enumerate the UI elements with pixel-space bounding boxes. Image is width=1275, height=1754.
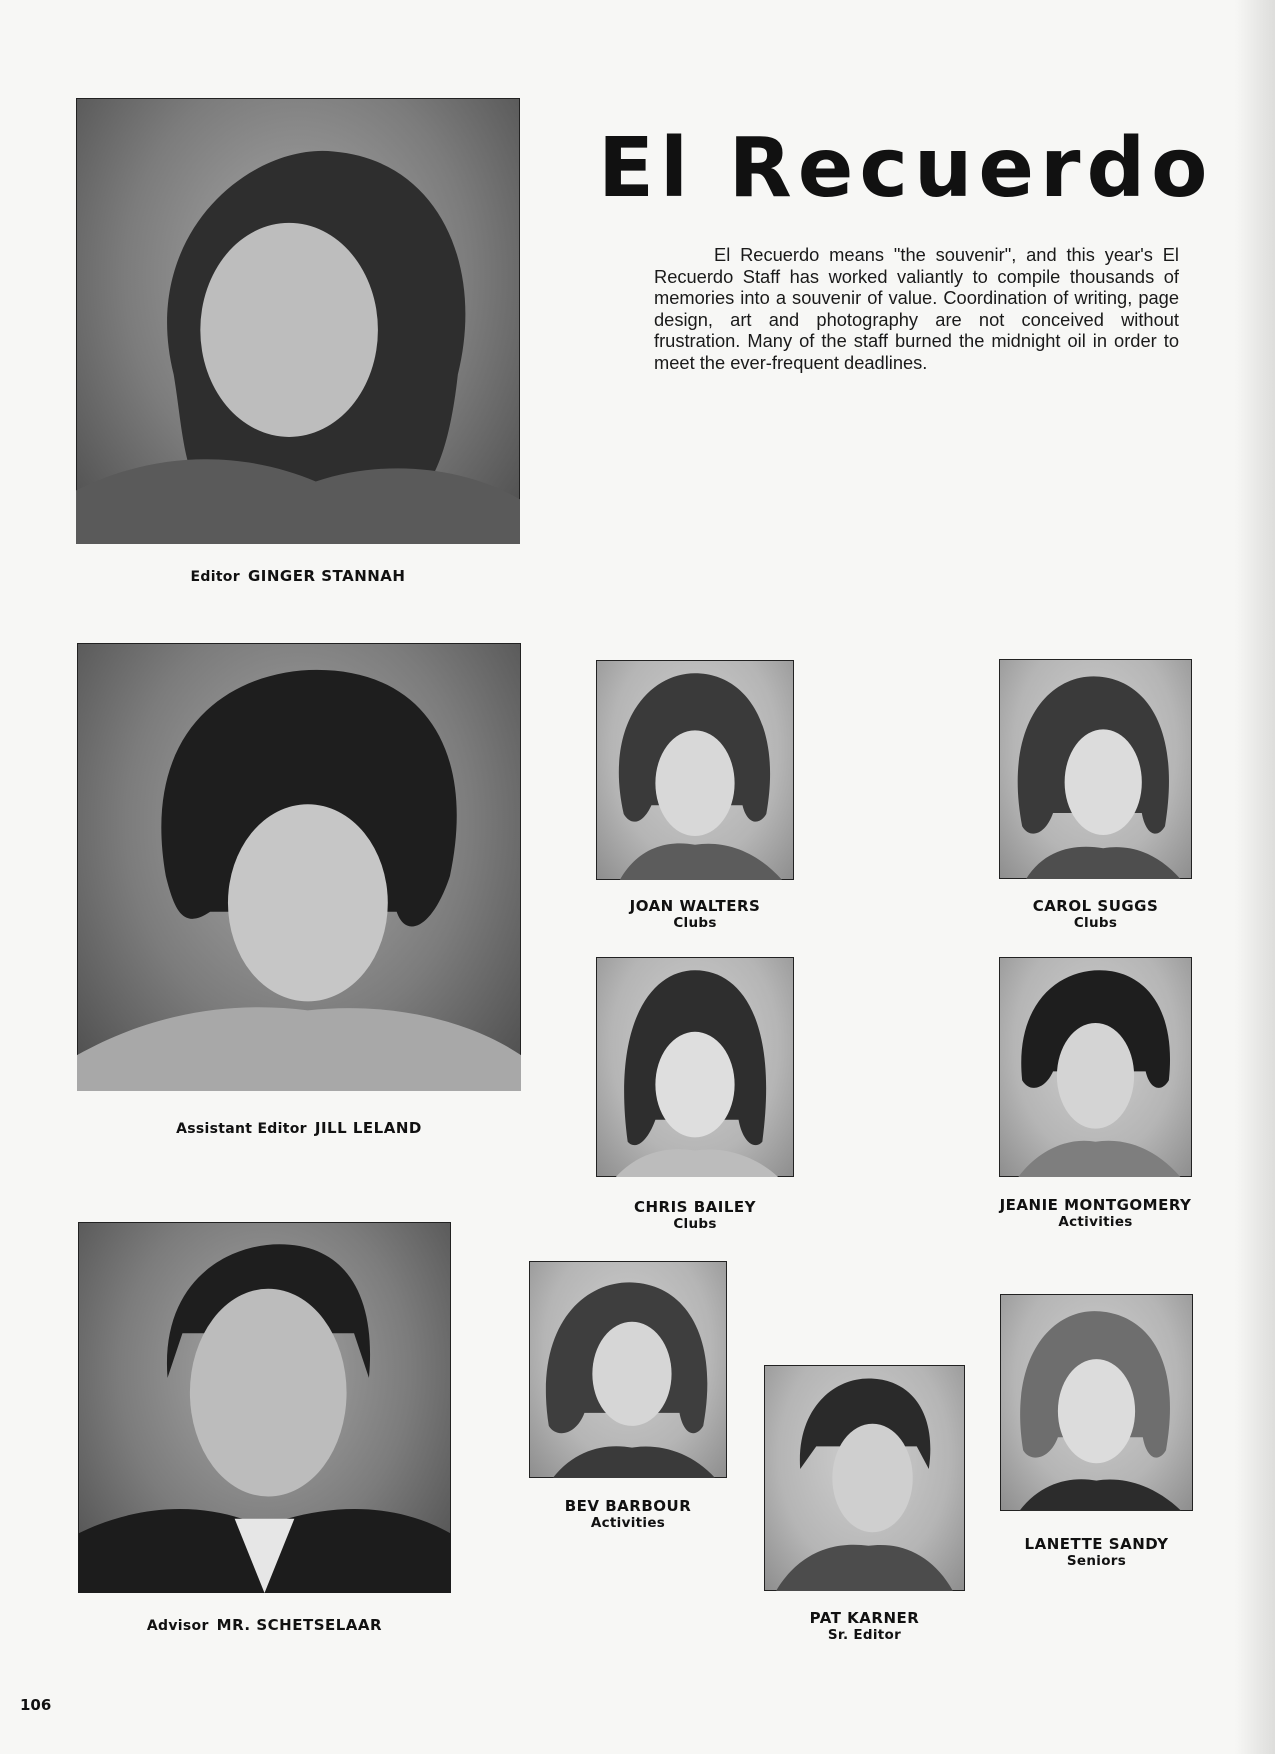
caption-name: JOAN WALTERS	[629, 897, 761, 915]
portrait-joan-walters	[596, 660, 794, 880]
caption-editor	[76, 568, 520, 586]
portrait-chris-bailey	[596, 957, 794, 1177]
caption-role: Activities	[590, 1515, 666, 1531]
portrait-carol-suggs	[999, 659, 1192, 879]
caption-name: CHRIS BAILEY	[633, 1198, 756, 1216]
page-number: 106	[20, 1696, 52, 1714]
caption-name: LANETTE SANDY	[1024, 1535, 1169, 1553]
intro-paragraph: El Recuerdo means "the souvenir", and this year's El Recuerdo Staff has worked valiantly to compile thousands of memories into a souvenir of value. Coordination of writing, page design, art and photography are not conceived without frustration. Many of the staff burned the midnight oil in order to meet the ever-frequent deadlines.	[654, 244, 1179, 373]
caption-role: Sr. Editor	[827, 1627, 902, 1643]
page-edge-shadow	[1235, 0, 1275, 1754]
caption-joan-walters	[596, 898, 794, 932]
caption-carol-suggs	[999, 898, 1192, 932]
caption-name: JEANIE MONTGOMERY	[999, 1196, 1192, 1214]
portrait-advisor	[78, 1222, 451, 1593]
portrait-editor	[76, 98, 520, 544]
page-title: El Recuerdo	[598, 121, 1214, 216]
portrait-bev-barbour	[529, 1261, 727, 1478]
caption-name: MR. SCHETSELAAR	[216, 1616, 383, 1634]
portrait-pat-karner	[764, 1365, 965, 1591]
caption-name: JILL LELAND	[314, 1119, 422, 1137]
caption-name: GINGER STANNAH	[247, 567, 406, 585]
caption-lanette-sandy	[1000, 1536, 1193, 1570]
caption-jeanie-montgomery	[984, 1197, 1207, 1231]
caption-advisor	[78, 1617, 451, 1635]
caption-name: CAROL SUGGS	[1032, 897, 1159, 915]
caption-pat-karner	[764, 1610, 965, 1644]
caption-bev-barbour	[529, 1498, 727, 1532]
caption-name: PAT KARNER	[809, 1609, 920, 1627]
caption-role: Advisor	[146, 1618, 209, 1634]
portrait-jeanie-montgomery	[999, 957, 1192, 1177]
portrait-assistant-editor	[77, 643, 521, 1091]
caption-name: BEV BARBOUR	[564, 1497, 692, 1515]
caption-role: Seniors	[1066, 1553, 1127, 1569]
caption-role: Activities	[1058, 1214, 1133, 1230]
caption-chris-bailey	[596, 1199, 794, 1233]
caption-assistant-editor	[77, 1120, 521, 1138]
caption-role: Editor	[190, 569, 240, 585]
caption-role: Clubs	[1073, 915, 1118, 931]
caption-role: Clubs	[673, 915, 717, 931]
caption-role: Assistant Editor	[176, 1121, 307, 1137]
portrait-lanette-sandy	[1000, 1294, 1193, 1511]
caption-role: Clubs	[673, 1216, 717, 1232]
